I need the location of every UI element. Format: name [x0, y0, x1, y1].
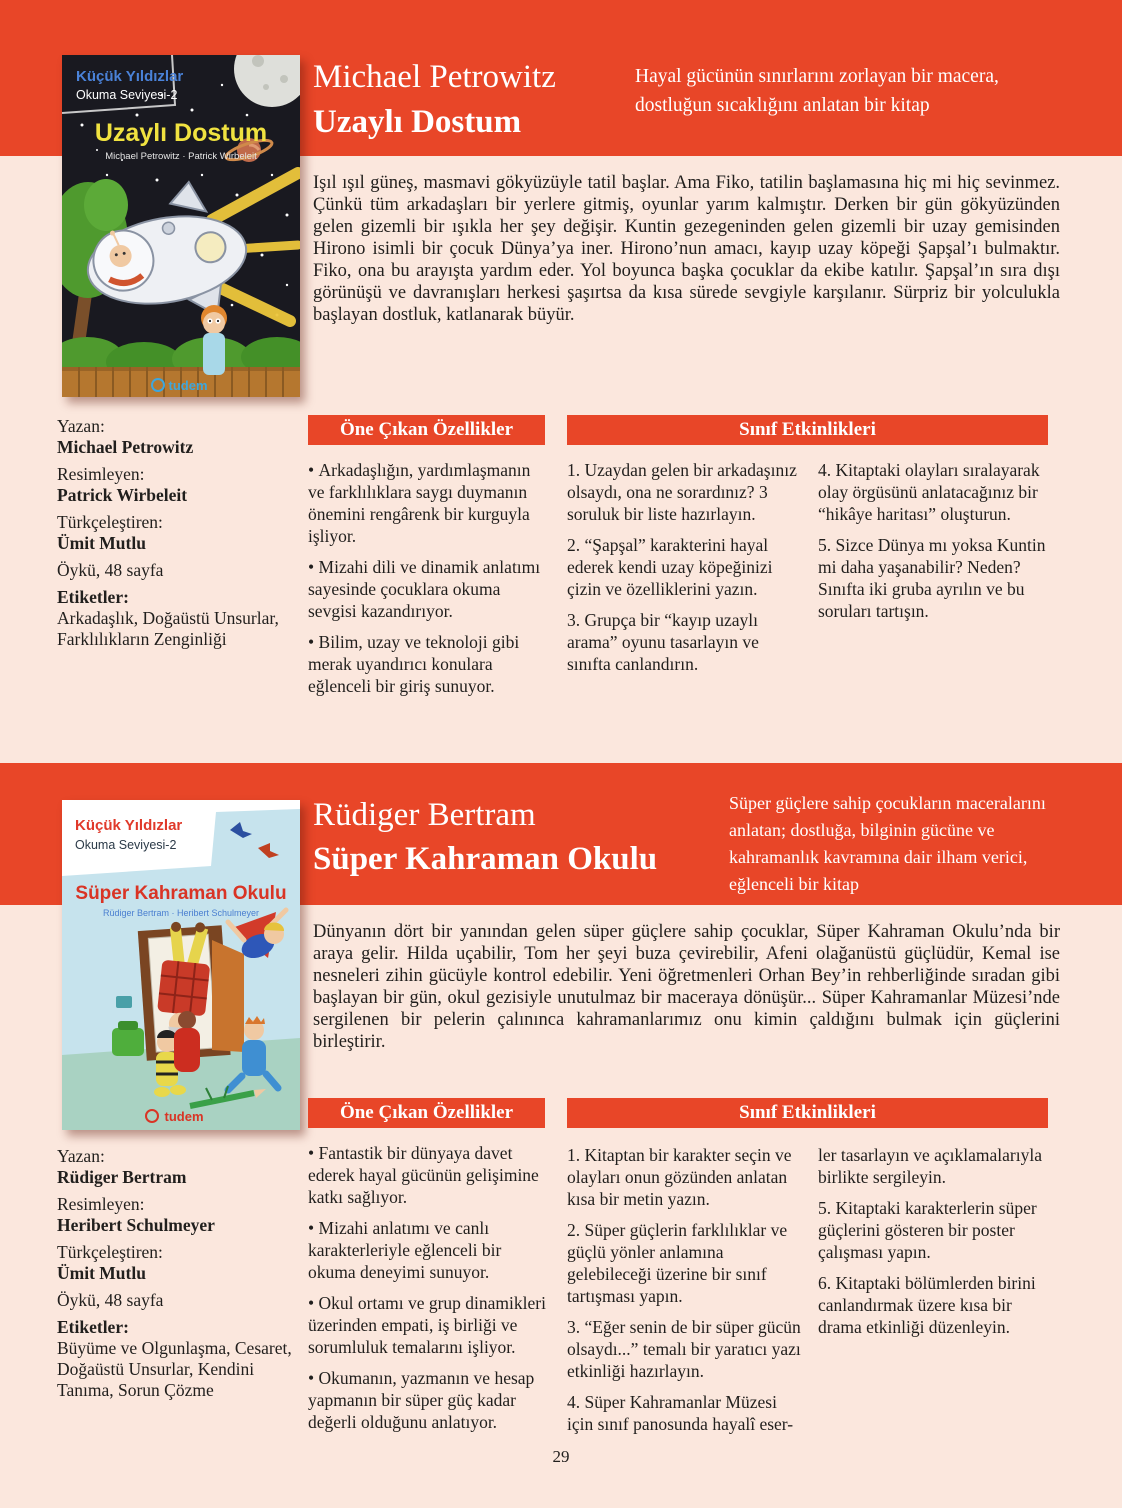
book2-activities-header: Sınıf Etkinlikleri	[567, 1098, 1048, 1128]
activity-item: 1. Uzaydan gelen bir arkadaşınız olsaydı, ona ne sorardınız? 3 soruluk bir liste hazırlayın.	[567, 460, 797, 524]
book2-features-list	[308, 1142, 546, 1442]
feature-item: • Bilim, uzay ve teknoloji gibi merak uyandırıcı konulara eğlenceli bir giriş sunuyor.	[308, 631, 546, 697]
tudem-logo-text: tudem	[164, 1109, 204, 1124]
book1-activities-col2	[818, 459, 1050, 631]
feature-item: • Okul ortamı ve grup dinamikleri üzerinden empati, iş birliği ve sorumluluk temalarını işliyor.	[308, 1292, 546, 1358]
activity-item: 4. Kitaptaki olayları sıralayarak olay örgüsünü anlatacağınız bir “hikâye haritası” oluşturun.	[818, 460, 1040, 524]
cover2-series-label: Küçük Yıldızlar	[75, 817, 183, 834]
book2-features-header: Öne Çıkan Özellikler	[308, 1098, 545, 1128]
illustrator-label: Resimleyen:	[57, 1194, 145, 1214]
feature-item: • Mizahi anlatımı ve canlı karakterleriyle eğlenceli bir okuma deneyimi sunuyor.	[308, 1217, 546, 1283]
book2-title-heading: Süper Kahraman Okulu	[313, 841, 658, 877]
door-panel	[212, 940, 244, 1052]
cover2-level-label: Okuma Seviyesi-2	[75, 838, 177, 852]
cover2-authors: Rüdiger Bertram · Heribert Schulmeyer	[102, 908, 260, 918]
format-info: Öykü, 48 sayfa	[57, 1290, 164, 1310]
tags-value: Arkadaşlık, Doğaüstü Unsurlar, Farklılıkların Zenginliği	[57, 608, 279, 649]
translator-label: Türkçeleştiren:	[57, 1242, 163, 1262]
tags-label: Etiketler:	[57, 1317, 129, 1337]
book2-activities-col2	[818, 1144, 1050, 1347]
cover2-title: Süper Kahraman Okulu	[75, 883, 287, 904]
activity-item: 6. Kitaptaki bölümlerden birini canlandırmak üzere kısa bir drama etkinliği düzenleyin.	[818, 1273, 1036, 1337]
book1-tagline: Hayal gücünün sınırlarını zorlayan bir macera, dostluğun sıcaklığını anlatan bir kitap	[635, 66, 999, 116]
activity-item: 1. Kitaptan bir karakter seçin ve olayları onun gözünden anlatan kısa bir metin yazın.	[567, 1145, 792, 1209]
cover1-level-label: Okuma Seviyesi-2	[76, 88, 178, 102]
illustrator-name: Patrick Wirbeleit	[57, 485, 188, 505]
author-name: Rüdiger Bertram	[57, 1167, 187, 1187]
activity-item: 2. Süper güçlerin farklılıklar ve güçlü yönler anlamına gelebileceği üzerine bir sınıf tartışması yapın.	[567, 1220, 788, 1306]
format-info: Öykü, 48 sayfa	[57, 560, 164, 580]
activity-item: 4. Süper Kahramanlar Müzesi için sınıf panosunda hayalî eser-	[567, 1392, 794, 1434]
activity-item: 3. Grupça bir “kayıp uzaylı arama” oyunu tasarlayın ve sınıfta canlandırın.	[567, 610, 759, 674]
book1-author-heading: Michael Petrowitz	[313, 59, 556, 95]
translator-name: Ümit Mutlu	[57, 533, 146, 553]
illustrator-name: Heribert Schulmeyer	[57, 1215, 215, 1235]
book1-title-heading: Uzaylı Dostum	[313, 104, 522, 140]
tags-value: Büyüme ve Olgunlaşma, Cesaret, Doğaüstü Unsurlar, Kendini Tanıma, Sorun Çözme	[57, 1338, 292, 1400]
author-name: Michael Petrowitz	[57, 437, 194, 457]
book1-info-column	[57, 416, 302, 656]
book2-description: Dünyanın dört bir yanından gelen süper güçlere sahip çocuklar, Süper Kahraman Okulu’nda bir araya gelir. Hilda uçabilir, Tom her şeyi buza çevirebilir, Afeni olağanüstü güçlüdür, Kemal ise nesneleri zihin gücüyle kontrol edebilir. Yeni öğretmenleri Orhan Bey’in rehberliğinde sıradan gibi başlayan bir gün, okul gezisiyle unutulmaz bir maceraya dönüşür... Süper Kahramanlar Müzesi’nde sergilenen bir pelerin çalınınca kahramanlarımız onu kimin çaldığını bulmak için güçlerini birleştirir.	[313, 922, 1060, 1052]
tags-label: Etiketler:	[57, 587, 129, 607]
feature-item: • Okumanın, yazmanın ve hesap yapmanın bir süper güç kadar değerli olduğunu anlatıyor.	[308, 1367, 546, 1433]
author-label: Yazan:	[57, 1146, 105, 1166]
translator-name: Ümit Mutlu	[57, 1263, 146, 1283]
activity-item: 5. Kitaptaki karakterlerin süper güçlerini gösteren bir poster çalışması yapın.	[818, 1198, 1037, 1262]
cover1-authors: Michael Petrowitz · Patrick Wirbeleit	[105, 151, 257, 162]
book1-features-header: Öne Çıkan Özellikler	[308, 415, 545, 445]
book2-info-column	[57, 1146, 302, 1407]
book1-features-list	[308, 459, 546, 706]
tudem-logo-text: tudem	[168, 378, 208, 393]
boy-illustration	[201, 305, 227, 375]
book1-activities-header: Sınıf Etkinlikleri	[567, 415, 1048, 445]
translator-label: Türkçeleştiren:	[57, 512, 163, 532]
book2-activities-col1	[567, 1144, 801, 1444]
page-number: 29	[552, 1447, 570, 1466]
feature-item: • Mizahi dili ve dinamik anlatımı sayesinde çocuklara okuma sevgisi kazandırıyor.	[308, 556, 546, 622]
activity-item: 5. Sizce Dünya mı yoksa Kuntin mi daha yaşanabilir? Neden? Sınıfta iki gruba ayrılın ve bu soruları tartışın.	[818, 535, 1046, 621]
activity-item: 3. “Eğer senin de bir süper gücün olsaydı...” temalı bir yaratıcı yazı etkinliği hazırlayın.	[567, 1317, 801, 1381]
author-label: Yazan:	[57, 416, 105, 436]
feature-item: • Arkadaşlığın, yardımlaşmanın ve farklılıklara saygı duymanın önemini rengârenk bir kurguyla işliyor.	[308, 459, 546, 547]
activity-item: 2. “Şapşal” karakterini hayal ederek kendi uzay köpeğinizi çizin ve özelliklerini yazın.	[567, 535, 773, 599]
book2-cover-image	[62, 800, 300, 1130]
feature-item: • Fantastik bir dünyaya davet ederek hayal gücünün gelişimine katkı sağlıyor.	[308, 1142, 546, 1208]
book2-tagline: Süper güçlere sahip çocukların maceralarını anlatan; dostluğa, bilginin gücüne ve kahramanlık kavramına dair ilham verici, eğlenceli bir kitap	[729, 793, 1046, 894]
cover1-title: Uzaylı Dostum	[94, 119, 268, 147]
book2-author-heading: Rüdiger Bertram	[313, 797, 536, 833]
book1-cover-image	[62, 55, 300, 397]
illustrator-label: Resimleyen:	[57, 464, 145, 484]
activity-item: ler tasarlayın ve açıklamalarıyla birlikte sergileyin.	[818, 1145, 1042, 1187]
book1-activities-col1	[567, 459, 801, 684]
cover1-series-label: Küçük Yıldızlar	[76, 68, 184, 85]
book1-description: Işıl ışıl güneş, masmavi gökyüzüyle tatil başlar. Ama Fiko, tatilin başlamasına hiç mi hiç sevinmez. Çünkü tüm arkadaşları bir yerlere gitmiş, oyunlar yarım kalmıştır. Derken bir gün gökyüzünden gelen gizemli bir ışıkla her şey değişir. Kuntin gezegeninden gelen gizemli bir uzay gemisinden Hirono isimli bir çocuk Dünya’ya iner. Hirono’nun amacı, kayıp uzay köpeği Şapşal’ı bulmaktır. Fiko, ona bu arayışta yardım eder. Yol boyunca başka çocuklar da ekibe katılır. Şapşal’ın sıra dışı görünüşü ve davranışları herkesi şaşırtsa da kısa sürede sevgiyle karşılanır. Sürpriz bir yolculukla başlayan dostluk, katlanarak büyür.	[313, 173, 1060, 325]
